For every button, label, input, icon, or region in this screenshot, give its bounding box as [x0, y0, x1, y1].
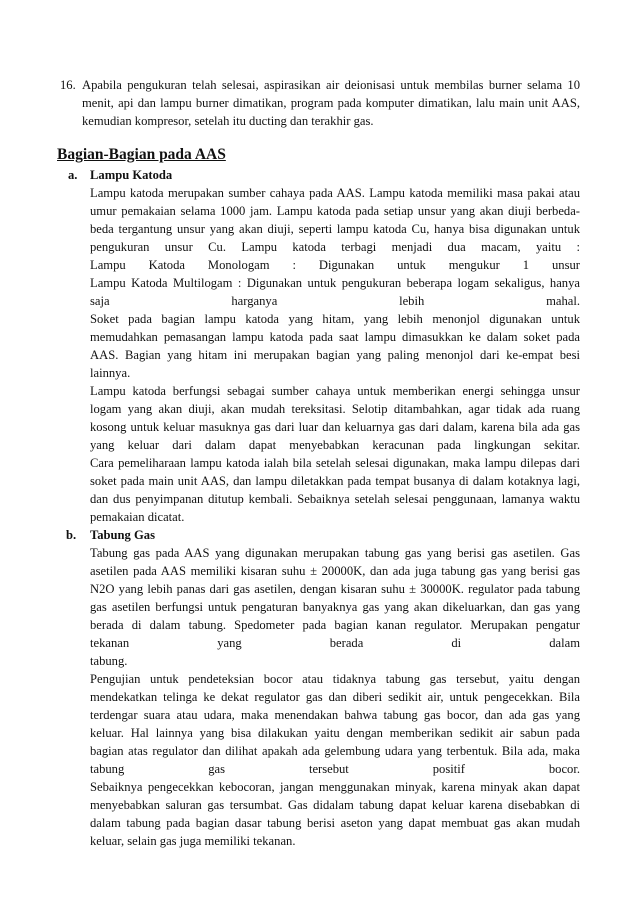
text-line: AAS. Bagian yang hitam ini merupakan bagian yang paling menonjol dari ke-empat besi	[90, 348, 580, 362]
text-line: pemakaian dicatat.	[90, 510, 185, 524]
text-line: menit, api dan lampu burner dimatikan, program pada komputer dimatikan, lalu main unit AAS,	[82, 96, 580, 110]
text-line: Lampu katoda merupakan sumber cahaya pada AAS. Lampu katoda memiliki masa pakai atau	[90, 186, 580, 200]
text-line: kemudian kompresor, setelah itu ducting dan terakhir gas.	[82, 114, 374, 128]
text-line: logam yang akan diuji, akan mudah tereksitasi. Selotip ditambahkan, agar tidak ada ruang	[90, 402, 580, 416]
section-a-label: a.	[68, 168, 78, 182]
text-line: N2O yang lebih panas dari gas asetilen, dengan kisaran suhu ± 30000K. regulator pada tabung	[90, 582, 580, 596]
text-line: beda tergantung unsur yang akan diuji, seperti lampu katoda Cu, hanya bisa digunakan untuk	[90, 222, 580, 236]
text-line: tekanan yang berada di dalam	[90, 636, 580, 650]
text-line: Lampu Katoda Monologam : Digunakan untuk mengukur 1 unsur	[90, 258, 580, 272]
section-b-title: Tabung Gas	[90, 528, 155, 542]
text-line: lainnya.	[90, 366, 131, 380]
text-line: bagian atas regulator dan dilihat apakah ada gelembung udara yang terbentuk. Bila ada, maka	[90, 744, 580, 758]
text-line: umur pemakaian selama 1000 jam. Lampu katoda pada setiap unsur yang akan diuji berbeda-	[90, 204, 580, 218]
text-line: memudahkan pemasangan lampu katoda pada saat lampu dimasukkan ke dalam soket pada	[90, 330, 580, 344]
section-b-label: b.	[66, 528, 77, 542]
text-line: tabung.	[90, 654, 128, 668]
text-line: mendekatkan telinga ke dekat regulator gas dan diberi sedikit air, untuk pengecekkan. Bila	[90, 690, 580, 704]
text-line: tabung gas tersebut positif bocor.	[90, 762, 580, 776]
text-line: Soket pada bagian lampu katoda yang hitam, yang lebih menonjol digunakan untuk	[90, 312, 580, 326]
text-line: menyebabkan saluran gas tersumbat. Gas didalam tabung dapat keluar karena disebabkan di	[90, 798, 580, 812]
text-line: Sebaiknya pengecekkan kebocoran, jangan menggunakan minyak, karena minyak akan dapat	[90, 780, 580, 794]
text-line: dan dus penyimpanan ditutup kembali. Sebaiknya setelah selesai penggunaan, lamanya waktu	[90, 492, 580, 506]
text-line: Cara pemeliharaan lampu katoda ialah bila setelah selesai digunakan, maka lampu dilepas dari	[90, 456, 580, 470]
text-line: Lampu katoda berfungsi sebagai sumber cahaya untuk memberikan energi sehingga unsur	[90, 384, 580, 398]
text-line: Lampu Katoda Multilogam : Digunakan untuk pengukuran beberapa logam sekaligus, hanya	[90, 276, 580, 290]
item-16-number: 16.	[60, 78, 76, 92]
text-line: keluar, selain gas juga memiliki tekanan.	[90, 834, 296, 848]
text-line: keluar. Hal lainnya yang bisa dilakukan yaitu dengan memberikan sedikit air sabun pada	[90, 726, 580, 740]
text-line: Tabung gas pada AAS yang digunakan merupakan tabung gas yang berisi gas asetilen. Gas	[90, 546, 580, 560]
text-line: asetilen pada AAS memiliki kisaran suhu ± 20000K, dan ada juga tabung gas yang berisi gas	[90, 564, 580, 578]
text-line: dalam tabung pada bagian dasar tabung berisi aseton yang dapat membuat gas akan mudah	[90, 816, 580, 830]
text-line: pengukuran unsur Cu. Lampu katoda terbagi menjadi dua macam, yaitu :	[90, 240, 580, 254]
text-line: Pengujian untuk pendeteksian bocor atau tidaknya tabung gas tersebut, yaitu dengan	[90, 672, 580, 686]
text-line: berada di dalam tabung. Spedometer pada bagian kanan regulator. Merupakan pengatur	[90, 618, 580, 632]
text-line: kosong untuk keluar masuknya gas dari luar dan keluarnya gas dari dalam, karena bila ada gas	[90, 420, 580, 434]
text-line: soket pada main unit AAS, dan lampu diletakkan pada tempat busanya di dalam kotaknya lagi,	[90, 474, 580, 488]
section-a-title: Lampu Katoda	[90, 168, 173, 182]
text-line: terdengar suara atau udara, maka menendakan bahwa tabung gas bocor, dan ada gas yang	[90, 708, 580, 722]
section-title: Bagian-Bagian pada AAS	[57, 146, 226, 163]
text-line: yang keluar dari dalam dapat menyebabkan keracunan pada lingkungan sekitar.	[90, 438, 580, 452]
text-line: saja harganya lebih mahal.	[90, 294, 580, 308]
text-line: Apabila pengukuran telah selesai, aspirasikan air deionisasi untuk membilas burner selama 10	[82, 78, 580, 92]
text-line: gas asetilen berfungsi untuk pengaturan banyaknya gas yang akan dikeluarkan, dan gas yang	[90, 600, 580, 614]
